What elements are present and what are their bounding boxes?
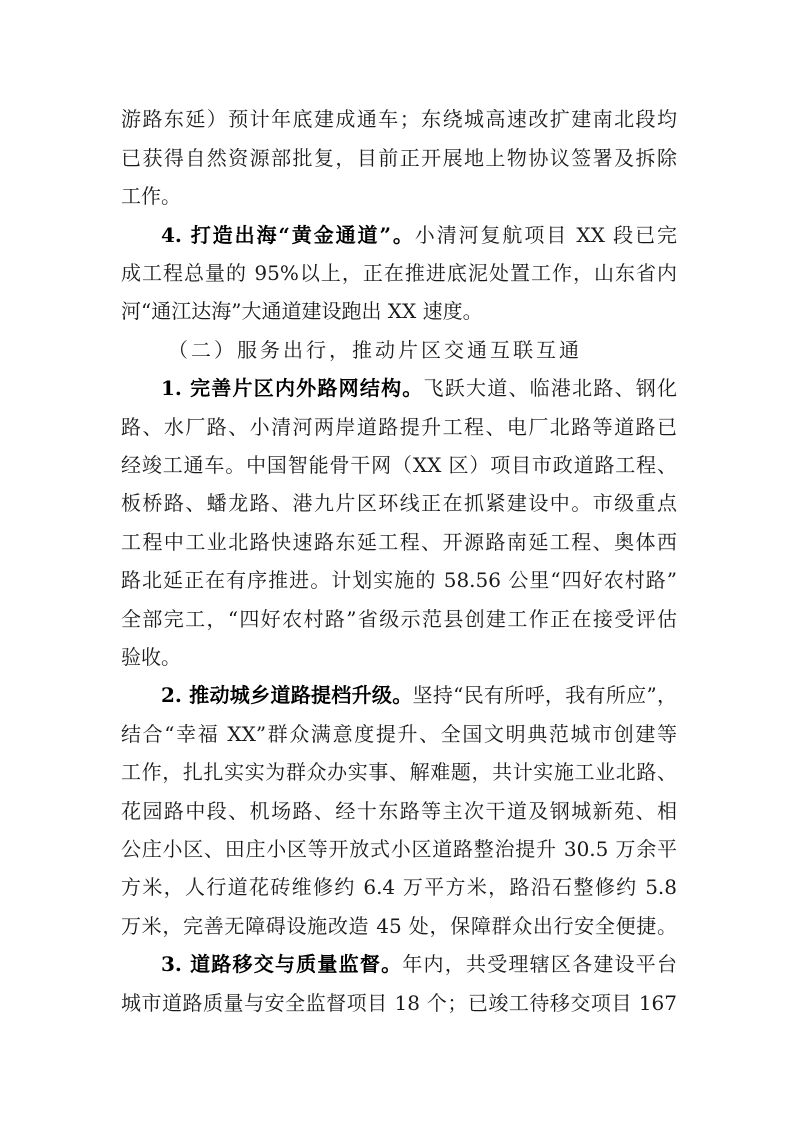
item-text: 小清河复航项目 XX 段已完 [414,223,677,247]
item-heading: 2. 推动城乡道路提档升级。 [161,683,413,707]
text-line: 方米，人行道花砖维修约 6.4 万平方米，路沿石整修约 5.8 [121,875,677,899]
item-text: 年内，共受理辖区各建设平台 [402,952,678,976]
text-line: 结合“幸福 XX”群众满意度提升、全国文明典范城市创建等 [121,722,677,746]
text-line: 板桥路、蟠龙路、港九片区环线正在抓紧建设中。市级重点 [121,491,677,515]
item-text: 坚持“民有所呼，我有所应”， [412,683,678,707]
text-line: 工程中工业北路快速路东延工程、开源路南延工程、奥体西 [121,530,677,554]
text-line: 已获得自然资源部批复，目前正开展地上物协议签署及拆除 [121,146,677,170]
item-heading: 1. 完善片区内外路网结构。 [161,376,424,400]
text-line: 路、水厂路、小清河两岸道路提升工程、电厂北路等道路已 [121,415,677,439]
text-line: 验收。 [121,645,181,669]
item-first-line [161,216,677,254]
item-heading: 4. 打造出海“黄金通道”。 [161,223,415,247]
section-heading: （二）服务出行，推动片区交通互联互通 [168,338,582,362]
text-line: 全部完工，“四好农村路”省级示范县创建工作正在接受评估 [121,607,677,631]
item-first-line [161,945,677,983]
item-heading: 3. 道路移交与质量监督。 [161,952,403,976]
text-line: 工作。 [121,184,181,208]
text-line: 路北延正在有序推进。计划实施的 58.56 公里“四好农村路” [121,568,677,592]
text-line: 河“通江达海”大通道建设跑出 XX 速度。 [121,299,483,323]
text-line: 成工程总量的 95%以上，正在推进底泥处置工作，山东省内 [121,261,677,285]
text-line: 花园路中段、机场路、经十东路等主次干道及钢城新苑、相 [121,799,677,823]
item-text: 飞跃大道、临港北路、钢化 [423,376,678,400]
text-line: 城市道路质量与安全监督项目 18 个；已竣工待移交项目 167 [121,991,677,1015]
text-line: 游路东延）预计年底建成通车；东绕城高速改扩建南北段均 [121,107,677,131]
text-line: 工作，扎扎实实为群众办实事、解难题，共计实施工业北路、 [121,760,677,784]
item-first-line [161,676,677,714]
item-first-line [161,369,677,407]
text-line: 经竣工通车。中国智能骨干网（XX 区）项目市政道路工程、 [121,453,677,477]
text-line: 万米，完善无障碍设施改造 45 处，保障群众出行安全便捷。 [121,914,677,938]
text-line: 公庄小区、田庄小区等开放式小区道路整治提升 30.5 万余平 [121,837,677,861]
